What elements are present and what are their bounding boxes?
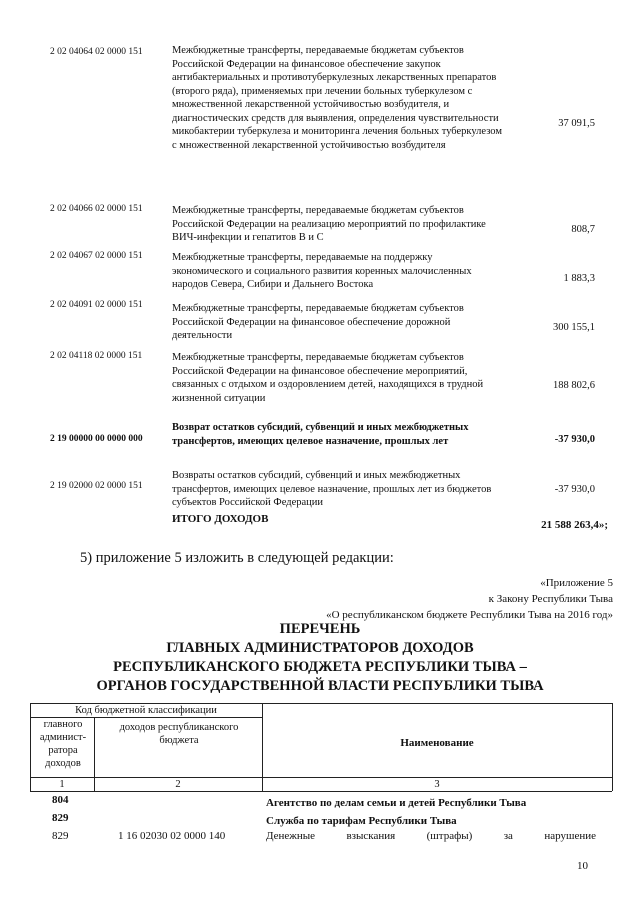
- page-number: 10: [577, 860, 588, 872]
- item-5-text: 5) приложение 5 изложить в следующей редакции:: [80, 550, 394, 566]
- row-amount: 808,7: [571, 224, 595, 235]
- appendix-line: к Закону Республики Тыва: [488, 593, 613, 605]
- column-header-administrator: главного админист-ратора доходов: [39, 719, 87, 769]
- row-code: 2 19 00000 00 0000 000: [50, 434, 143, 444]
- row-code: 2 02 04118 02 0000 151: [50, 351, 143, 361]
- admin-code: 829: [52, 812, 69, 824]
- row-amount: 1 883,3: [563, 273, 595, 284]
- row-description: Межбюджетные трансферты, передаваемые бюджетам субъектов Российской Федерации на финансовое обеспечение мероприятий, связанных с отдыхом и оздоровлением детей, находящихся в трудной жизненной ситуации: [172, 352, 484, 404]
- row-amount: 300 155,1: [553, 322, 595, 333]
- name-word: Денежные: [266, 830, 316, 842]
- row-code: 2 02 04066 02 0000 151: [50, 204, 143, 214]
- admin-name: [266, 830, 596, 842]
- row-code: 2 02 04091 02 0000 151: [50, 300, 143, 310]
- row-code: 2 02 04067 02 0000 151: [50, 251, 143, 261]
- admin-code: 829: [52, 830, 69, 842]
- total-amount: 21 588 263,4»;: [541, 519, 608, 531]
- name-word: взыскания: [346, 830, 396, 842]
- appendix-line: «О республиканском бюджете Республики Тыва на 2016 год»: [326, 609, 613, 621]
- total-label: ИТОГО ДОХОДОВ: [172, 513, 269, 525]
- document-title: ОРГАНОВ ГОСУДАРСТВЕННОЙ ВЛАСТИ РЕСПУБЛИКИ ТЫВА: [96, 678, 544, 694]
- row-description: Возврат остатков субсидий, субвенций и иных межбюджетных трансфертов, имеющих целевое назначение, прошлых лет: [172, 422, 469, 447]
- row-amount: 37 091,5: [558, 118, 595, 129]
- row-description: Межбюджетные трансферты, передаваемые бюджетам субъектов Российской Федерации на реализацию мероприятий по профилактике ВИЧ-инфекции и гепатитов В и С: [172, 205, 486, 243]
- document-title: ПЕРЕЧЕНЬ: [279, 621, 361, 637]
- appendix-line: «Приложение 5: [540, 577, 613, 589]
- row-amount: 188 802,6: [553, 380, 595, 391]
- column-number: 2: [175, 779, 181, 790]
- column-number: 3: [434, 779, 440, 790]
- header-group: Код бюджетной классификации: [75, 705, 217, 716]
- column-header-income: доходов республиканского бюджета: [119, 722, 239, 746]
- row-code: 2 19 02000 02 0000 151: [50, 481, 143, 491]
- row-description: Возвраты остатков субсидий, субвенций и иных межбюджетных трансфертов, имеющих целевое назначение, прошлых лет из бюджетов субъектов Российской Федерации: [172, 470, 492, 508]
- name-word: (штрафы): [426, 830, 473, 842]
- row-code: 2 02 04064 02 0000 151: [50, 47, 143, 57]
- document-title: РЕСПУБЛИКАНСКОГО БЮДЖЕТА РЕСПУБЛИКИ ТЫВА –: [113, 659, 527, 675]
- name-word: за: [503, 830, 513, 842]
- admin-name: Служба по тарифам Республики Тыва: [266, 815, 457, 827]
- income-code: 1 16 02030 02 0000 140: [118, 830, 226, 842]
- column-number: 1: [59, 779, 65, 790]
- row-amount: -37 930,0: [554, 484, 595, 495]
- admin-name: Агентство по делам семьи и детей Республики Тыва: [266, 797, 527, 809]
- name-word: нарушение: [544, 830, 596, 842]
- admin-code: 804: [52, 794, 69, 806]
- row-description: Межбюджетные трансферты, передаваемые бюджетам субъектов Российской Федерации на финансовое обеспечение закупок антибактериальных и противотуберкулезных лекарственных препаратов (второго ряда), применяемых при лечении больных туберкулезом с множественной лекарственной устойчивостью возбудителя, и диагностических средств для выявления, определения чувствительности микобактерии туберкулеза и мониторинга лечения больных туберкулезом с множественной лекарственной устойчивостью возбудителя: [172, 45, 502, 151]
- column-header-name: Наименование: [400, 737, 474, 749]
- document-title: ГЛАВНЫХ АДМИНИСТРАТОРОВ ДОХОДОВ: [166, 640, 474, 656]
- row-description: Межбюджетные трансферты, передаваемые на поддержку экономического и социального развития коренных малочисленных народов Севера, Сибири и Дальнего Востока: [172, 252, 472, 290]
- row-amount: -37 930,0: [554, 434, 595, 445]
- row-description: Межбюджетные трансферты, передаваемые бюджетам субъектов Российской Федерации на финансовое обеспечение дорожной деятельности: [172, 303, 464, 341]
